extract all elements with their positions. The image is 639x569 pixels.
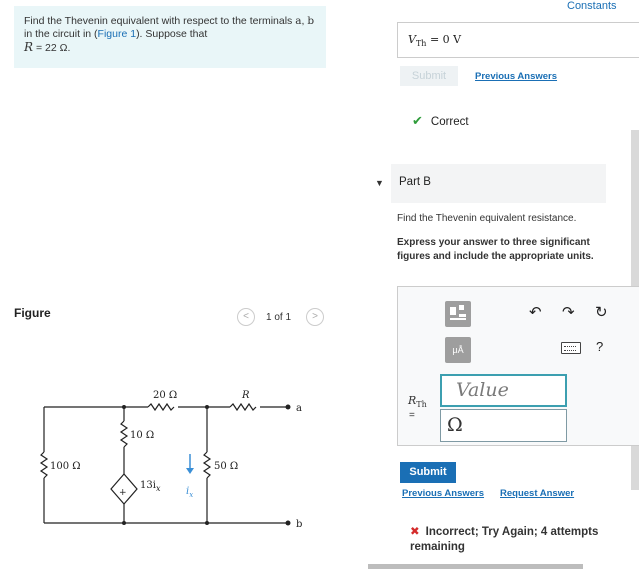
source-coeff: 13i bbox=[140, 480, 156, 491]
current-arrow-head bbox=[186, 468, 194, 474]
feedback-text: Incorrect; Try Again; 4 attempts remaining bbox=[410, 526, 599, 553]
resistor-20-symbol bbox=[148, 404, 174, 410]
incorrect-x-icon: ✖ bbox=[410, 526, 420, 538]
label-100-ohm: 100 Ω bbox=[50, 461, 81, 472]
current-sub: x bbox=[189, 491, 194, 499]
source-plus: + bbox=[119, 488, 127, 498]
label-50-ohm: 50 Ω bbox=[214, 461, 239, 472]
part-a-answer-display bbox=[397, 22, 639, 58]
part-a-previous-answers-link[interactable]: Previous Answers bbox=[475, 71, 558, 82]
resistor-10-symbol bbox=[121, 421, 127, 447]
circuit-diagram bbox=[20, 378, 320, 538]
label-r: R bbox=[242, 390, 250, 401]
part-b-submit-button[interactable]: Submit bbox=[400, 462, 456, 483]
terminal-a-text: a bbox=[295, 15, 302, 27]
vth-var: V bbox=[408, 33, 416, 46]
period: . bbox=[67, 42, 71, 54]
check-icon: ✔ bbox=[412, 113, 423, 128]
vth-sub: Th bbox=[415, 39, 427, 49]
resistor-50-symbol bbox=[204, 452, 210, 478]
figure-label: Figure bbox=[14, 306, 51, 320]
prev-figure-button[interactable]: < bbox=[237, 308, 255, 326]
node-dot bbox=[205, 405, 209, 409]
resistor-100-symbol bbox=[41, 452, 47, 478]
node-dot bbox=[122, 521, 126, 525]
problem-statement bbox=[14, 6, 326, 68]
reset-icon[interactable]: ↻ bbox=[595, 304, 608, 321]
equals-sign: = bbox=[409, 410, 415, 421]
label-terminal-a: a bbox=[296, 403, 302, 414]
rth-sub: Th bbox=[416, 400, 427, 410]
figure-page-indicator: 1 of 1 bbox=[266, 312, 292, 323]
correct-text: Correct bbox=[430, 116, 469, 128]
terminal-a-dot bbox=[286, 405, 291, 410]
template-bar-icon bbox=[450, 318, 466, 320]
part-b-instructions: Express your answer to three significant figures and include the appropriate units. bbox=[397, 237, 594, 262]
part-a-status bbox=[412, 113, 469, 129]
vth-value: = 0 V bbox=[426, 33, 462, 46]
label-current bbox=[186, 486, 193, 499]
request-answer-link[interactable]: Request Answer bbox=[500, 488, 575, 499]
part-b-title: Part B bbox=[399, 176, 431, 188]
label-10-ohm: 10 Ω bbox=[130, 430, 155, 441]
unit-input[interactable]: Ω bbox=[440, 409, 567, 442]
redo-icon[interactable]: ↷ bbox=[562, 304, 575, 321]
terminal-b-text: b bbox=[307, 15, 315, 27]
current-i: i bbox=[186, 486, 190, 497]
units-button[interactable]: μÅ bbox=[445, 337, 471, 363]
terminal-b-dot bbox=[286, 521, 291, 526]
template-block-icon bbox=[459, 314, 466, 317]
node-dot bbox=[122, 405, 126, 409]
problem-text-3: ). Suppose that bbox=[136, 28, 208, 40]
rth-label bbox=[408, 394, 427, 409]
label-source bbox=[140, 480, 161, 493]
r-variable: R bbox=[24, 40, 34, 54]
node-dot bbox=[205, 521, 209, 525]
keyboard-icon[interactable] bbox=[561, 342, 581, 354]
collapse-triangle-icon[interactable]: ▼ bbox=[375, 178, 384, 188]
templates-button[interactable] bbox=[445, 301, 471, 327]
rth-var: R bbox=[408, 394, 417, 407]
undo-icon[interactable]: ↶ bbox=[529, 304, 542, 321]
part-a-submit-button[interactable]: Submit bbox=[400, 66, 458, 86]
source-sub: x bbox=[155, 484, 161, 493]
part-b-feedback bbox=[410, 525, 638, 555]
part-b-question: Find the Thevenin equivalent resistance. bbox=[397, 213, 577, 224]
r-value: = 22 Ω bbox=[33, 42, 68, 54]
next-figure-button[interactable]: > bbox=[306, 308, 324, 326]
template-block-icon bbox=[450, 307, 456, 315]
horizontal-scrollbar[interactable] bbox=[368, 564, 583, 569]
template-block-icon bbox=[459, 305, 464, 310]
comma: , bbox=[301, 15, 308, 27]
value-input[interactable]: Value bbox=[440, 374, 567, 407]
part-b-header[interactable] bbox=[391, 164, 606, 203]
label-20-ohm: 20 Ω bbox=[153, 390, 178, 401]
help-icon[interactable]: ? bbox=[596, 339, 604, 354]
part-b-previous-answers-link[interactable]: Previous Answers bbox=[402, 488, 485, 499]
resistor-r-symbol bbox=[230, 404, 256, 410]
label-terminal-b: b bbox=[296, 519, 303, 530]
figure-link[interactable]: Figure 1 bbox=[97, 28, 137, 40]
problem-text-2: in the circuit in ( bbox=[24, 28, 98, 40]
constants-link[interactable]: Constants bbox=[567, 0, 617, 12]
problem-text-1: Find the Thevenin equivalent with respect to the terminals bbox=[24, 15, 296, 27]
